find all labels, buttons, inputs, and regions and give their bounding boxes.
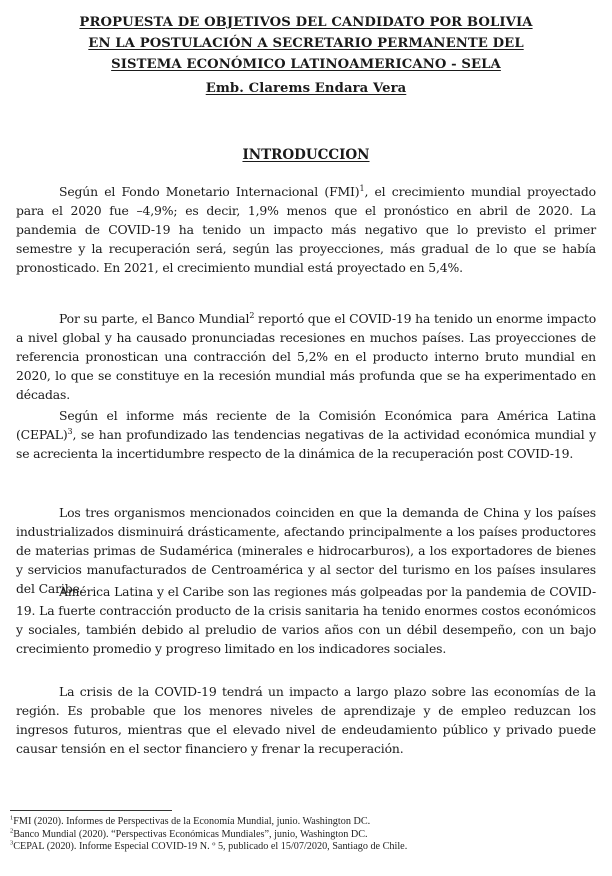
title-line-1: PROPUESTA DE OBJETIVOS DEL CANDIDATO POR BOLIVIA xyxy=(79,15,533,30)
section-heading: INTRODUCCION xyxy=(242,147,370,163)
document-title xyxy=(0,12,612,99)
paragraph: Por su parte, el Banco Mundial$^2$ reportó que el COVID-19 ha tenido un enorme impacto a nivel global y ha causado pronunciadas recesiones en muchos países. Las proyecciones de referencia pronostican una contracción del 5,2% en el producto interno bruto mundial en 2020, lo que se constituye en la recesión mundial más profunda que se ha experimentado en décadas. xyxy=(16,310,597,402)
footnote-2: $^2$Banco Mundial (2020). “Perspectivas Económicas Mundiales”, junio, Washington DC. xyxy=(10,827,368,840)
footnote-1: $^1$FMI (2020). Informes de Perspectivas de la Economía Mundial, junio. Washington DC. xyxy=(10,814,371,827)
footnote-ref[interactable]: 3 xyxy=(67,426,73,436)
footnote-3: $^3$CEPAL (2020). Informe Especial COVID-19 N. º 5, publicado el 15/07/2020, Santiago de Chile. xyxy=(10,839,408,852)
title-line-3: SISTEMA ECONÓMICO LATINOAMERICANO - SELA xyxy=(111,57,501,72)
paragraph: La crisis de la COVID-19 tendrá un impacto a largo plazo sobre las economías de la región. Es probable que los menores niveles de aprendizaje y de empleo reduzcan los ingresos futuros, mientras que el elevado nivel de endeudamiento público y privado puede causar tensión en el sector financiero y frenar la recuperación. xyxy=(16,684,596,756)
footnote-ref[interactable]: 1 xyxy=(359,183,365,193)
footnotes xyxy=(10,816,600,854)
footnote-ref[interactable]: 2 xyxy=(249,310,255,320)
paragraph: Los tres organismos mencionados coinciden en que la demanda de China y los países industrializados disminuirá drásticamente, afectando principalmente a los países productores de materias primas de Sudamérica (minerales e hidrocarburos), a los exportadores de bienes y servicios manufacturados de Centroamérica y al sector del turismo en los países insulares del Caribe. xyxy=(16,505,596,596)
footnote-divider xyxy=(10,810,172,811)
paragraph: América Latina y el Caribe son las regiones más golpeadas por la pandemia de COVID-19. La fuerte contracción producto de la crisis sanitaria ha tenido enormes costos económicos y sociales, también debido al preludio de varios años con un débil desempeño, con un bajo crecimiento promedio y progreso limitado en los indicadores sociales. xyxy=(16,584,596,656)
paragraph: Según el Fondo Monetario Internacional (FMI)$^1$, el crecimiento mundial proyectado para el 2020 fue –4,9%; es decir, 1,9% menos que el pronóstico en abril de 2020. La pandemia de COVID-19 ha tenido un impacto más negativo que lo previsto el primer semestre y la recuperación será, según las proyecciones, más gradual de lo que se había pronosticado. En 2021, el crecimiento mundial está proyectado en 5,4%. xyxy=(16,183,596,275)
title-line-2: EN LA POSTULACIÓN A SECRETARIO PERMANENTE DEL xyxy=(88,36,524,51)
author-name: Emb. Clarems Endara Vera xyxy=(205,81,407,96)
paragraph: Según el informe más reciente de la Comisión Económica para América Latina (CEPAL)$^3$, se han profundizado las tendencias negativas de la actividad económica mundial y se acrecienta la incertidumbre respecto de la dinámica de la recuperación post COVID-19. xyxy=(16,408,596,461)
